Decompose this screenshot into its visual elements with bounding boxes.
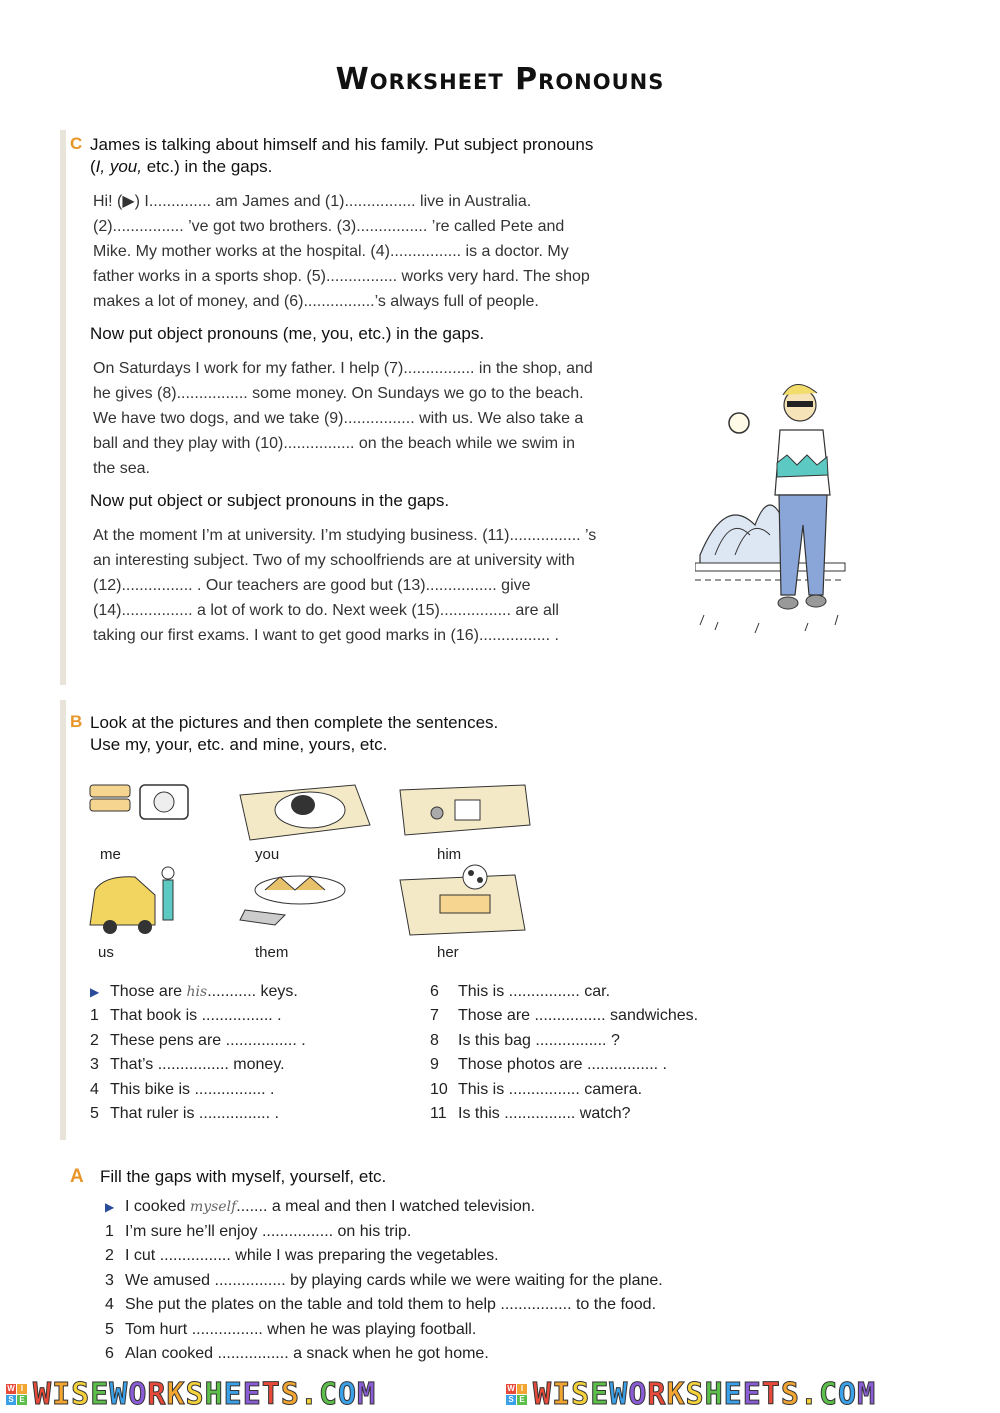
section-b-instruction-2: Use my, your, etc. and mine, yours, etc. [90,735,388,754]
paragraph-2 [93,356,593,481]
exercise-item[interactable]: 4 This bike is ................ . [90,1081,275,1098]
section-c-letter: C [70,134,83,153]
para-line[interactable]: taking our first exams. I want to get good marks in (16)................ . [93,627,559,644]
exercise-item[interactable]: ▶ Those are his........... keys. [90,980,298,1004]
wise-logo-icon: W I S E [506,1384,527,1405]
exercise-item[interactable]: 7 Those are ................ sandwiches. [430,1007,699,1024]
exercise-item[interactable]: 3 We amused ................ by playing cards while we were waiting for the plane. [105,1272,663,1289]
section-c-margin [60,130,66,685]
exercise-item[interactable]: 2 I cut ................ while I was preparing the vegetables. [105,1247,499,1264]
section-b-instruction-1: Look at the pictures and then complete the sentences. [90,713,499,732]
example-marker: ▶ [90,985,100,999]
exercise-item[interactable]: 4 She put the plates on the table and told them to help ................ to the food. [105,1296,657,1313]
watermark-text: WISEWORKSHEETS.COM [33,1377,377,1412]
picture-you [240,785,370,840]
para-line[interactable]: (14)................ a lot of work to do. Next week (15)................ are all [93,602,559,619]
paragraph-3 [93,523,596,648]
watermark-left [0,1376,500,1413]
para-line[interactable]: (12)................ . Our teachers are good but (13)................ give [93,577,531,594]
section-a-letter: A [70,1166,84,1187]
exercise-item[interactable]: 5 Tom hurt ................ when he was playing football. [105,1321,477,1338]
exercise-item[interactable]: 5 That ruler is ................ . [90,1105,279,1122]
watermark-right [500,1376,1000,1413]
para-line[interactable]: On Saturdays I work for my father. I help (7)................ in the shop, and [93,360,593,377]
section-b-letter: B [70,712,83,731]
para-line[interactable]: he gives (8)................ some money. On Sundays we go to the beach. [93,385,584,402]
page-title: Worksheet Pronouns [335,62,665,97]
instruction-object: Now put object pronouns (me, you, etc.) in the gaps. [90,324,485,343]
para-line[interactable]: Hi! (▶) I.............. am James and (1)................ live in Australia. [93,193,532,210]
exercise-item[interactable]: ▶ I cooked myself....... a meal and then I watched television. [105,1195,535,1219]
exercise-item[interactable]: 11 Is this ................ watch? [430,1105,631,1122]
para-line: an interesting subject. Two of my schoolfriends are at university with [93,552,575,569]
footer-watermark [0,1376,1000,1413]
para-line[interactable]: father works in a sports shop. (5)................ works very hard. The shop [93,268,590,285]
section-c-instruction: James is talking about himself and his family. Put subject pronouns (I, you, etc.) in the gaps. [90,135,594,176]
exercise-item[interactable]: 2 These pens are ................ . [90,1032,306,1049]
example-marker: ▶ [105,1200,115,1214]
para-line[interactable]: We have two dogs, and we take (9)................ with us. We also take a [93,410,584,427]
instruction-line2: etc.) in the gaps. [146,157,273,176]
watermark-text: WISEWORKSHEETS.COM [533,1377,877,1412]
instruction-italic: I, you, [95,157,142,176]
picture-me [90,785,188,819]
instruction-line1: James is talking about himself and his family. Put subject pronouns [90,135,594,154]
pic-label-him: him [437,846,462,863]
handwritten-answer: myself [189,1199,237,1215]
pic-label-us: us [98,944,114,961]
exercise-item[interactable]: 6 This is ................ car. [430,983,611,1000]
exercise-item[interactable]: 10 This is ................ camera. [430,1081,643,1098]
para-line[interactable]: Mike. My mother works at the hospital. (4)................ is a doctor. My [93,243,569,260]
pic-label-me: me [100,846,121,863]
exercise-item[interactable]: 1 That book is ................ . [90,1007,282,1024]
picture-them [240,876,345,925]
pic-label-her: her [437,944,459,961]
section-a-instruction: Fill the gaps with myself, yourself, etc. [100,1167,387,1186]
exercise-item[interactable]: 1 I’m sure he’ll enjoy ................ on his trip. [105,1223,412,1240]
wise-logo-icon: W I S E [6,1384,27,1405]
exercise-item[interactable]: 3 That’s ................ money. [90,1056,285,1073]
picture-us [90,867,174,934]
pictures-grid [75,765,545,965]
paragraph-1 [93,189,590,314]
james-illustration [695,375,855,645]
pic-label-you: you [255,846,280,863]
pic-label-them: them [255,944,289,961]
instruction-object-subject: Now put object or subject pronouns in the gaps. [90,491,450,510]
handwritten-answer: his [186,984,208,1000]
exercise-item[interactable]: 9 Those photos are ................ . [430,1056,667,1073]
picture-her [400,865,525,935]
para-line[interactable]: At the moment I’m at university. I’m studying business. (11)................ ’s [93,527,597,544]
para-line[interactable]: makes a lot of money, and (6)................’s always full of people. [93,293,539,310]
section-b-margin [60,700,66,1140]
para-line[interactable]: ball and they play with (10)................ on the beach while we swim in [93,435,576,452]
picture-him [400,785,530,835]
exercise-item[interactable]: 8 Is this bag ................ ? [430,1032,620,1049]
para-line: the sea. [93,460,150,477]
exercise-item[interactable]: 6 Alan cooked ................ a snack when he got home. [105,1345,489,1362]
para-line[interactable]: (2)................ ’ve got two brothers. (3)................ ’re called Pete and [93,218,565,235]
